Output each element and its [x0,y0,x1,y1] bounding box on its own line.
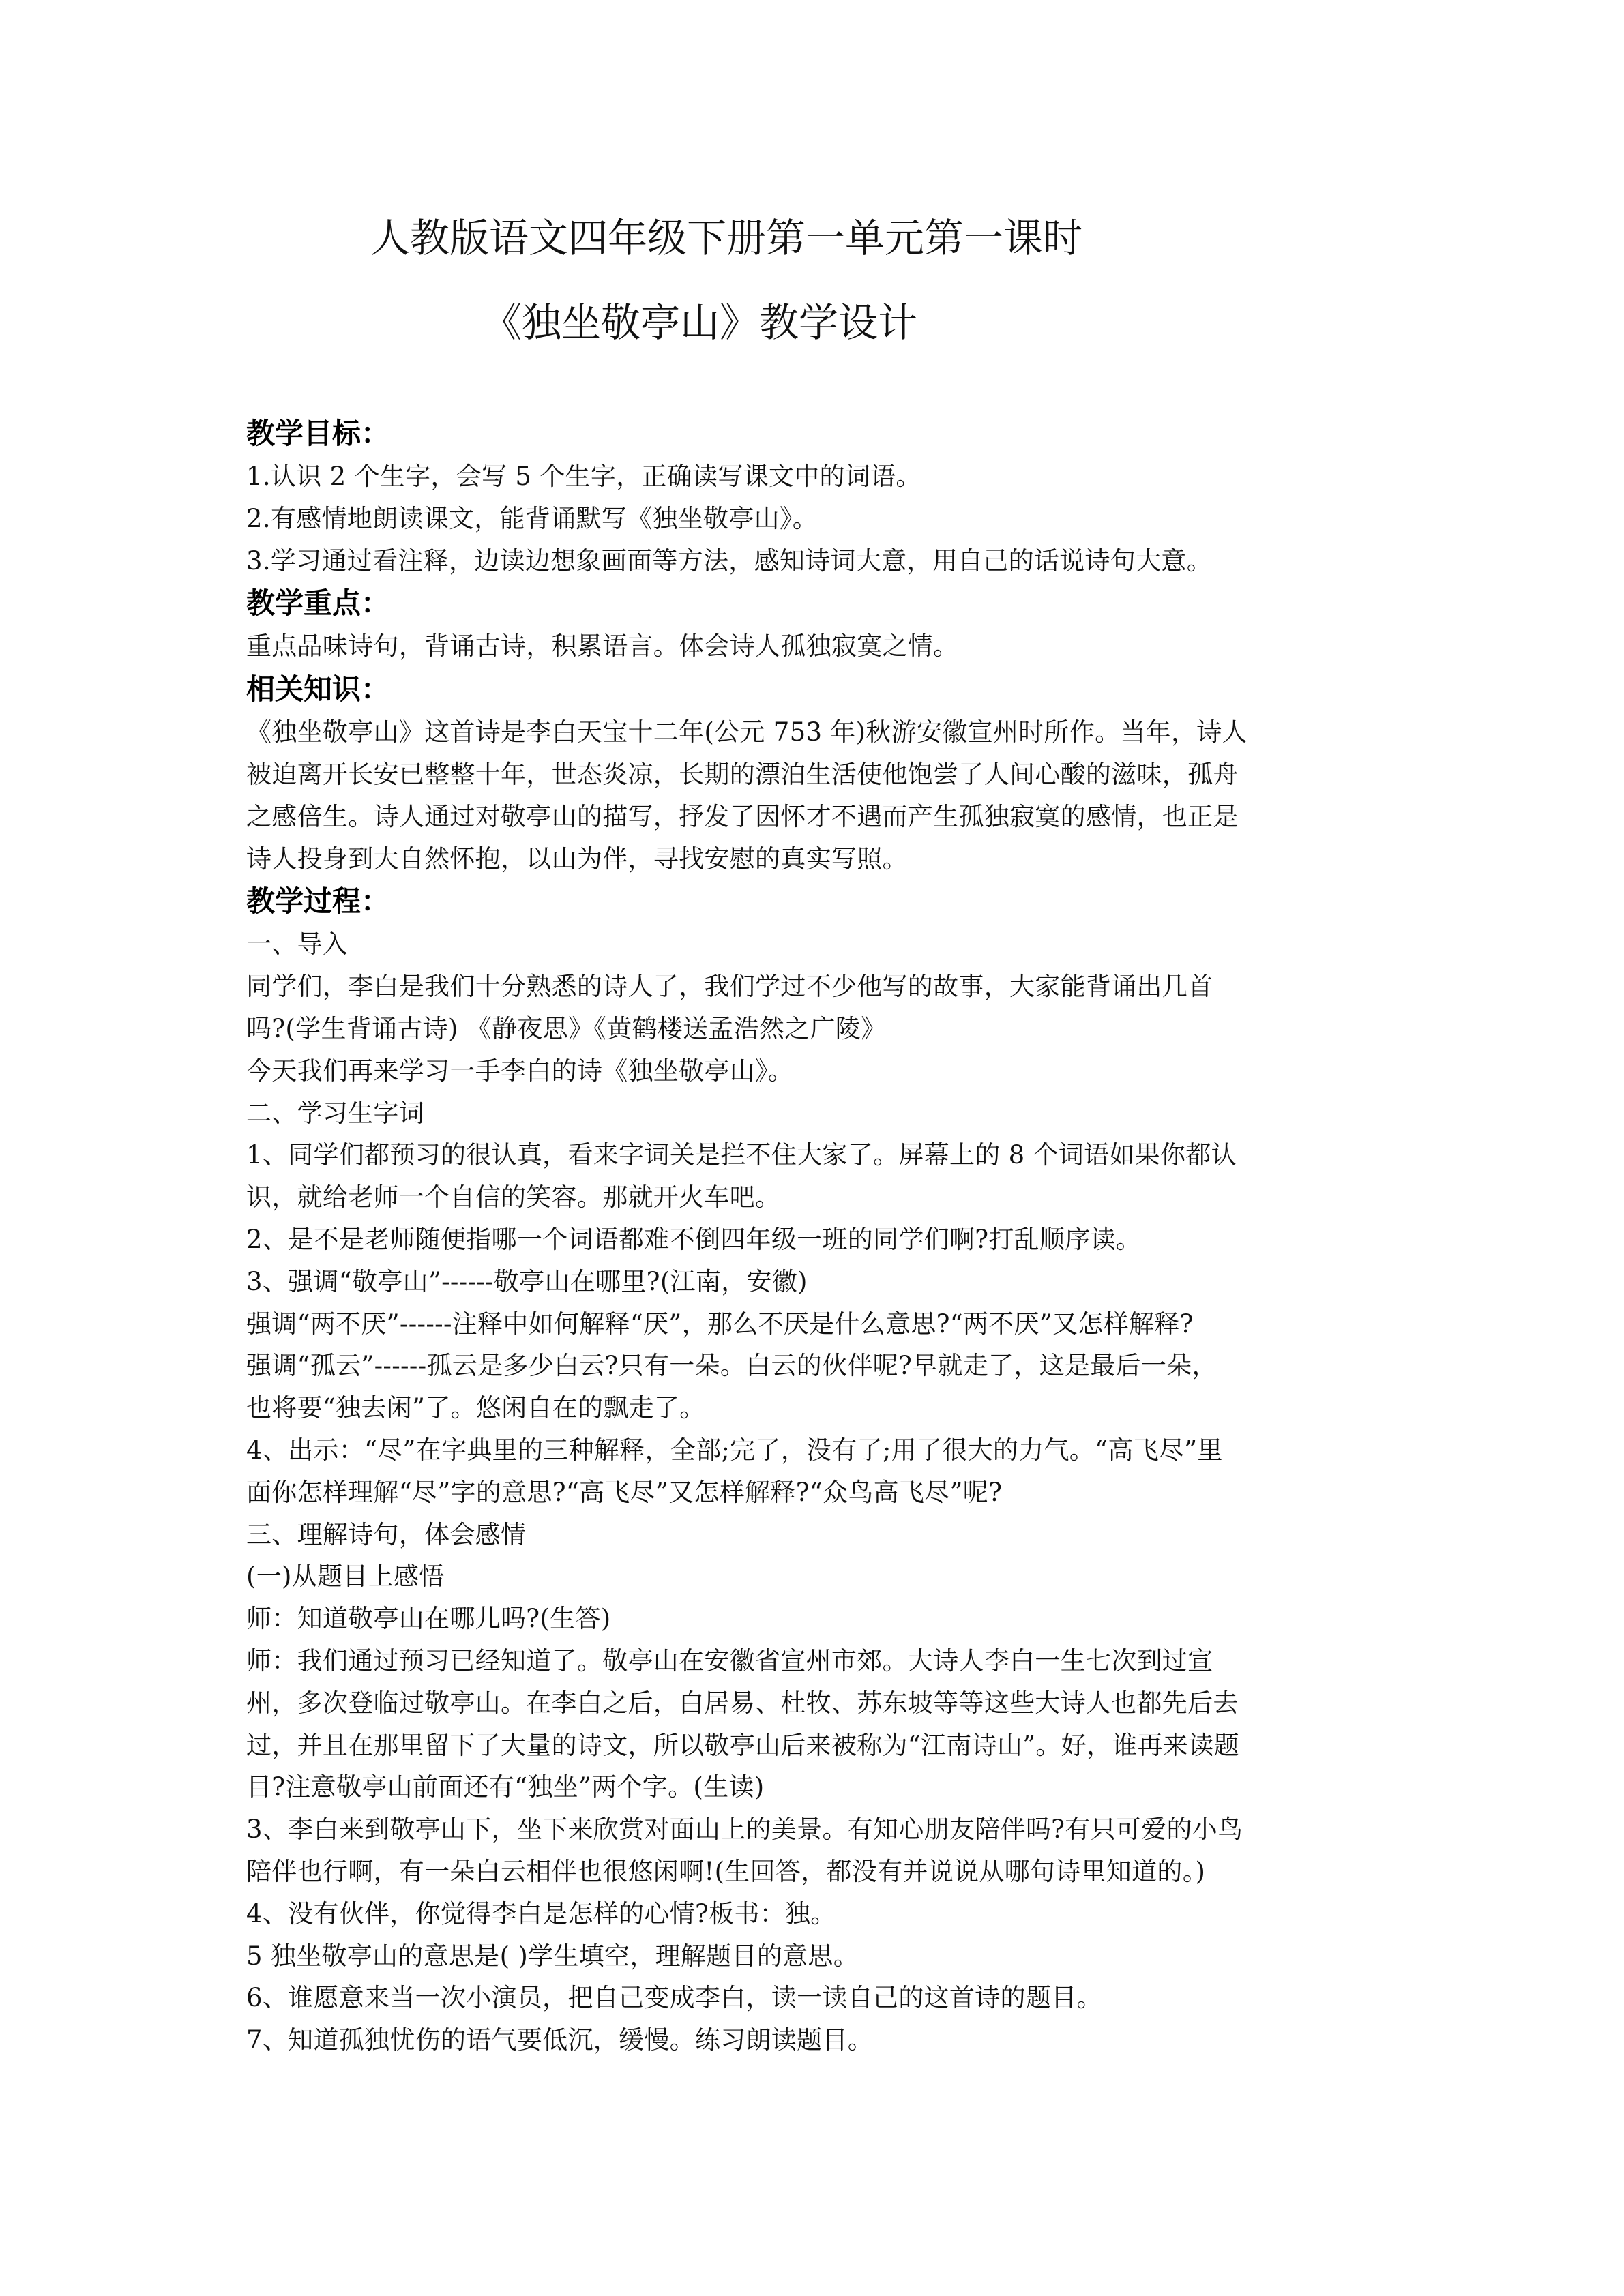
text-line: 强调“孤云”------孤云是多少白云?只有一朵。白云的伙伴呢?早就走了，这是最后一朵， [246,1351,1217,1381]
text-line: 诗人投身到大自然怀抱，以山为伴，寻找安慰的真实写照。 [246,844,908,874]
text-line: 被迫离开长安已整整十年，世态炎凉，长期的漂泊生活使他饱尝了人间心酸的滋味，孤舟 [246,759,1239,789]
text-line: 师：知道敬亭山在哪儿吗?(生答) [246,1604,611,1634]
text-line: 面你怎样理解“尽”字的意思?“高飞尽”又怎样解释?“众鸟高飞尽”呢? [246,1477,1003,1507]
text-line: (一)从题目上感悟 [246,1562,445,1592]
text-line: 二、学习生字词 [246,1098,425,1128]
text-line: 识，就给老师一个自信的笑容。那就开火车吧。 [246,1182,781,1212]
section-heading: 教学目标： [246,417,390,450]
text-line: 4、出示：“尽”在字典里的三种解释，全部;完了，没有了;用了很大的力气。“高飞尽”里 [246,1435,1223,1465]
text-line: 一、导入 [246,929,349,959]
text-line: 师：我们通过预习已经知道了。敬亭山在安徽省宣州市郊。大诗人李白一生七次到过宣 [246,1645,1213,1675]
text-line: 之感倍生。诗人通过对敬亭山的描写，抒发了因怀才不遇而产生孤独寂寞的感情，也正是 [246,801,1239,831]
text-line: 2、是不是老师随便指哪一个词语都难不倒四年级一班的同学们啊?打乱顺序读。 [246,1224,1142,1254]
text-line: 1、同学们都预习的很认真，看来字词关是拦不住大家了。屏幕上的 8 个词语如果你都认 [246,1140,1237,1170]
text-line: 目?注意敬亭山前面还有“独坐”两个字。(生读) [246,1772,765,1802]
section-heading: 教学重点： [246,586,390,621]
text-line: 《独坐敬亭山》这首诗是李白天宝十二年(公元 753 年)秋游安徽宣州时所作。当年，诗人 [246,717,1247,747]
text-line: 吗?(学生背诵古诗) 《静夜思》《黄鹤楼送孟浩然之广陵》 [246,1013,887,1043]
text-line: 陪伴也行啊，有一朵白云相伴也很悠闲啊!(生回答，都没有并说说从哪句诗里知道的。) [246,1856,1206,1886]
text-line: 三、理解诗句，体会感情 [246,1519,527,1549]
text-line: 重点品味诗句，背诵古诗，积累语言。体会诗人孤独寂寞之情。 [246,631,959,661]
text-line: 州，多次登临过敬亭山。在李白之后，白居易、杜牧、苏东坡等等这些大诗人也都先后去 [246,1688,1239,1718]
text-line: 3、强调“敬亭山”------敬亭山在哪里?(江南，安徽) [246,1266,808,1296]
document-subtitle: 《独坐敬亭山》教学设计 [482,299,918,346]
text-line: 今天我们再来学习一手李白的诗《独坐敬亭山》。 [246,1056,794,1086]
section-heading: 教学过程： [246,884,390,919]
text-line: 6、谁愿意来当一次小演员，把自己变成李白，读一读自己的这首诗的题目。 [246,1983,1102,2013]
document-body [246,412,1392,2061]
text-line: 3、李白来到敬亭山下，坐下来欣赏对面山上的美景。有知心朋友陪伴吗?有只可爱的小鸟 [246,1815,1243,1845]
text-line: 同学们，李白是我们十分熟悉的诗人了，我们学过不少他写的故事，大家能背诵出几首 [246,972,1213,1002]
text-line: 1.认识 2 个生字，会写 5 个生字，正确读写课文中的词语。 [246,462,921,491]
text-line: 强调“两不厌”------注释中如何解释“厌”，那么不厌是什么意思?“两不厌”又怎样解释? [246,1309,1194,1339]
text-line: 4、没有伙伴，你觉得李白是怎样的心情?板书：独。 [246,1898,836,1928]
document-title: 人教版语文四年级下册第一单元第一课时 [370,215,1083,261]
text-line: 2.有感情地朗读课文，能背诵默写《独坐敬亭山》。 [246,503,818,533]
text-line: 5 独坐敬亭山的意思是( )学生填空，理解题目的意思。 [246,1941,859,1971]
section-heading: 相关知识： [246,672,390,706]
text-line: 过，并且在那里留下了大量的诗文，所以敬亭山后来被称为“江南诗山”。好，谁再来读题 [246,1730,1239,1760]
text-line: 3.学习通过看注释，边读边想象画面等方法，感知诗词大意，用自己的话说诗句大意。 [246,546,1212,576]
text-line: 也将要“独去闲”了。悠闲自在的飘走了。 [246,1393,705,1423]
text-line: 7、知道孤独忧伤的语气要低沉，缓慢。练习朗读题目。 [246,2025,874,2055]
